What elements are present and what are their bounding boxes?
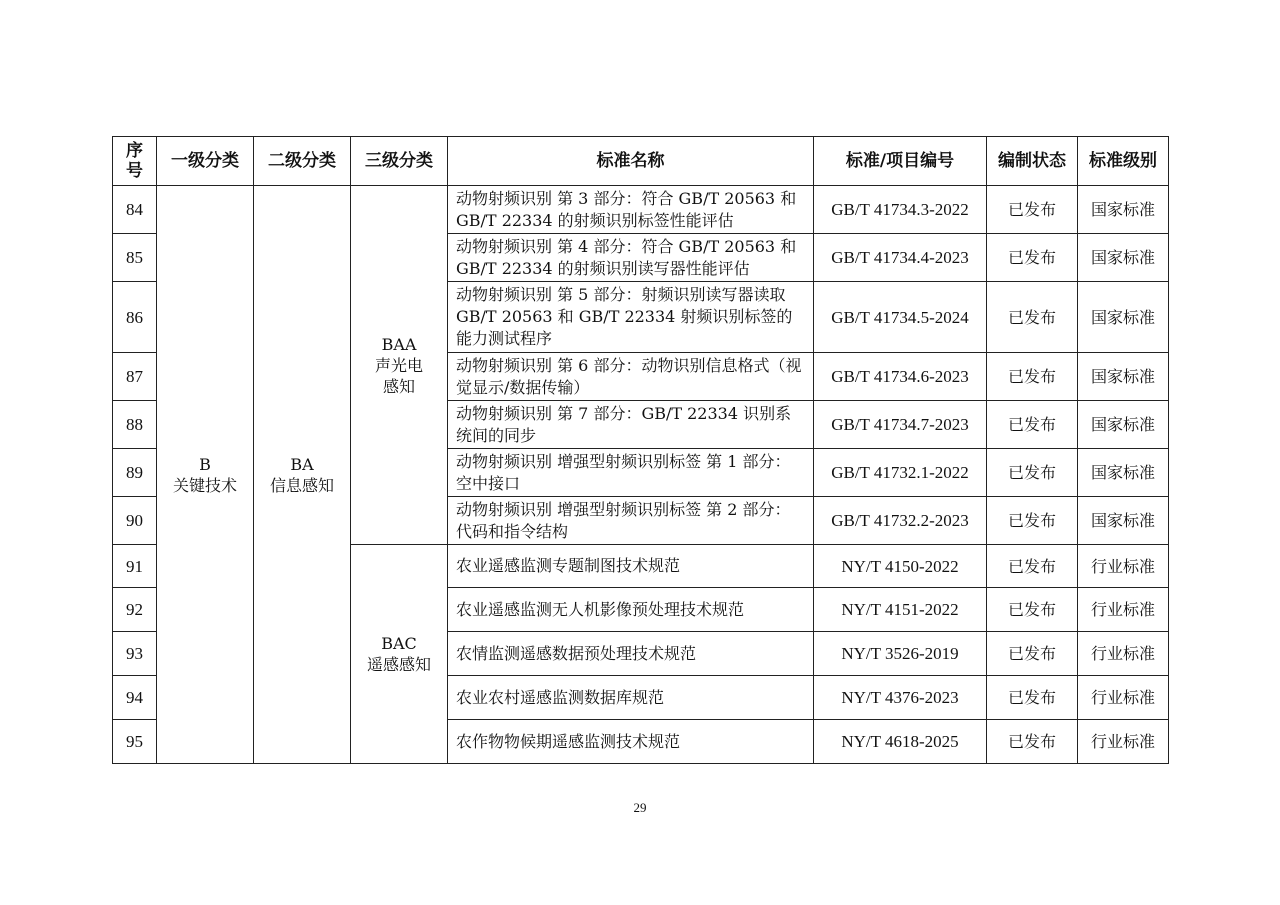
row-status: 已发布 — [987, 497, 1078, 545]
row-status: 已发布 — [987, 234, 1078, 282]
row-grade: 行业标准 — [1078, 545, 1169, 588]
level3-cell-bac — [351, 545, 448, 764]
row-name: 动物射频识别 第 6 部分：动物识别信息格式（视觉显示/数据传输） — [448, 353, 814, 401]
row-grade: 行业标准 — [1078, 632, 1169, 676]
row-code: GB/T 41732.2-2023 — [814, 497, 987, 545]
row-seq: 87 — [113, 353, 157, 401]
row-name: 动物射频识别 第 7 部分：GB/T 22334 识别系统间的同步 — [448, 401, 814, 449]
row-status: 已发布 — [987, 449, 1078, 497]
row-name: 农业农村遥感监测数据库规范 — [448, 676, 814, 720]
level3-code: BAC — [381, 634, 417, 653]
row-status: 已发布 — [987, 282, 1078, 353]
row-grade: 国家标准 — [1078, 186, 1169, 234]
row-name: 动物射频识别 增强型射频识别标签 第 1 部分：空中接口 — [448, 449, 814, 497]
level3-cell-baa — [351, 186, 448, 545]
header-level1: 一级分类 — [157, 137, 254, 186]
row-seq: 95 — [113, 720, 157, 764]
row-seq: 88 — [113, 401, 157, 449]
standards-table — [112, 136, 1169, 764]
row-status: 已发布 — [987, 720, 1078, 764]
row-grade: 国家标准 — [1078, 401, 1169, 449]
level1-code: B — [199, 454, 211, 474]
row-seq: 84 — [113, 186, 157, 234]
row-seq: 90 — [113, 497, 157, 545]
row-grade: 国家标准 — [1078, 353, 1169, 401]
level2-name: 信息感知 — [269, 475, 334, 495]
row-name: 动物射频识别 增强型射频识别标签 第 2 部分：代码和指令结构 — [448, 497, 814, 545]
header-name: 标准名称 — [448, 137, 814, 186]
header-level3: 三级分类 — [351, 137, 448, 186]
row-status: 已发布 — [987, 676, 1078, 720]
header-grade: 标准级别 — [1078, 137, 1169, 186]
row-code: GB/T 41734.3-2022 — [814, 186, 987, 234]
row-seq: 86 — [113, 282, 157, 353]
row-status: 已发布 — [987, 545, 1078, 588]
row-grade: 国家标准 — [1078, 282, 1169, 353]
row-seq: 89 — [113, 449, 157, 497]
header-code: 标准/项目编号 — [814, 137, 987, 186]
row-code: NY/T 4151-2022 — [814, 588, 987, 632]
row-seq: 91 — [113, 545, 157, 588]
row-seq: 93 — [113, 632, 157, 676]
row-code: GB/T 41734.5-2024 — [814, 282, 987, 353]
level2-code: BA — [290, 454, 314, 474]
row-name: 农业遥感监测无人机影像预处理技术规范 — [448, 588, 814, 632]
row-code: NY/T 4376-2023 — [814, 676, 987, 720]
row-name: 农情监测遥感数据预处理技术规范 — [448, 632, 814, 676]
row-code: GB/T 41734.6-2023 — [814, 353, 987, 401]
row-name: 农作物物候期遥感监测技术规范 — [448, 720, 814, 764]
row-seq: 94 — [113, 676, 157, 720]
level3-code: BAA — [381, 334, 417, 354]
row-grade: 国家标准 — [1078, 234, 1169, 282]
level2-cell — [254, 186, 351, 764]
row-grade: 行业标准 — [1078, 720, 1169, 764]
row-grade: 国家标准 — [1078, 497, 1169, 545]
row-status: 已发布 — [987, 632, 1078, 676]
level3-name-line1: 声光电 — [374, 355, 423, 375]
header-status: 编制状态 — [987, 137, 1078, 186]
row-code: NY/T 3526-2019 — [814, 632, 987, 676]
row-status: 已发布 — [987, 186, 1078, 234]
level1-cell — [157, 186, 254, 764]
level1-name: 关键技术 — [172, 475, 237, 495]
page-number: 29 — [633, 800, 647, 815]
row-status: 已发布 — [987, 353, 1078, 401]
header-level2: 二级分类 — [254, 137, 351, 186]
row-seq: 92 — [113, 588, 157, 632]
row-grade: 国家标准 — [1078, 449, 1169, 497]
row-code: NY/T 4618-2025 — [814, 720, 987, 764]
header-seq: 序号 — [113, 137, 157, 186]
row-name: 农业遥感监测专题制图技术规范 — [448, 545, 814, 588]
row-name: 动物射频识别 第 4 部分：符合 GB/T 20563 和 GB/T 22334 的射频识别读写器性能评估 — [448, 234, 814, 282]
row-status: 已发布 — [987, 401, 1078, 449]
row-name: 动物射频识别 第 5 部分：射频识别读写器读取 GB/T 20563 和 GB/T 22334 射频识别标签的能力测试程序 — [448, 282, 814, 353]
level3-name: 遥感感知 — [366, 655, 431, 674]
row-code: GB/T 41734.7-2023 — [814, 401, 987, 449]
level3-name-line2: 感知 — [382, 376, 415, 396]
row-grade: 行业标准 — [1078, 588, 1169, 632]
row-code: GB/T 41732.1-2022 — [814, 449, 987, 497]
row-code: NY/T 4150-2022 — [814, 545, 987, 588]
row-grade: 行业标准 — [1078, 676, 1169, 720]
row-seq: 85 — [113, 234, 157, 282]
row-name: 动物射频识别 第 3 部分：符合 GB/T 20563 和 GB/T 22334 的射频识别标签性能评估 — [448, 186, 814, 234]
row-code: GB/T 41734.4-2023 — [814, 234, 987, 282]
row-status: 已发布 — [987, 588, 1078, 632]
header-row — [113, 137, 1169, 186]
table-row — [113, 186, 1169, 234]
